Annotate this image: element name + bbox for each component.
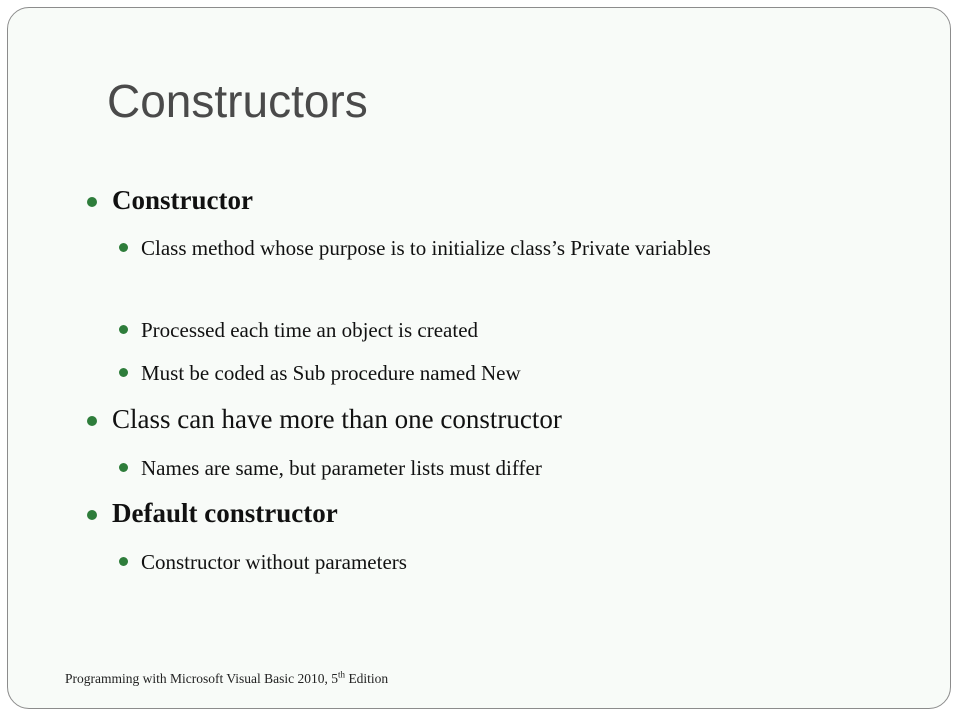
footer-superscript: th [338, 669, 346, 680]
bullet-dot-icon [87, 510, 97, 520]
bullet-text: Class can have more than one constructor [112, 404, 562, 434]
bullet-dot-icon [87, 197, 97, 207]
bullet-dot-icon [119, 557, 128, 566]
footer-text-end: Edition [345, 671, 389, 686]
bullet-dot-icon [119, 463, 128, 472]
slide-title: Constructors [107, 75, 368, 127]
bullet-text: Class method whose purpose is to initialize class’s Private variables [141, 236, 711, 260]
bullet-text: Constructor without parameters [141, 550, 407, 574]
footer-text: Programming with Microsoft Visual Basic 2010, 5 [65, 671, 339, 686]
bullet-dot-icon [119, 325, 128, 334]
bullet-dot-icon [87, 416, 97, 426]
bullet-text: Default constructor [112, 498, 338, 528]
bullet-dot-icon [119, 243, 128, 252]
bullet-text: Processed each time an object is created [141, 318, 479, 342]
bullet-text: Names are same, but parameter lists must differ [141, 456, 542, 480]
bullet-dot-icon [119, 368, 128, 377]
bullet-text: Must be coded as Sub procedure named New [141, 361, 521, 385]
slide-footer [65, 671, 388, 687]
bullet-text: Constructor [112, 185, 253, 215]
